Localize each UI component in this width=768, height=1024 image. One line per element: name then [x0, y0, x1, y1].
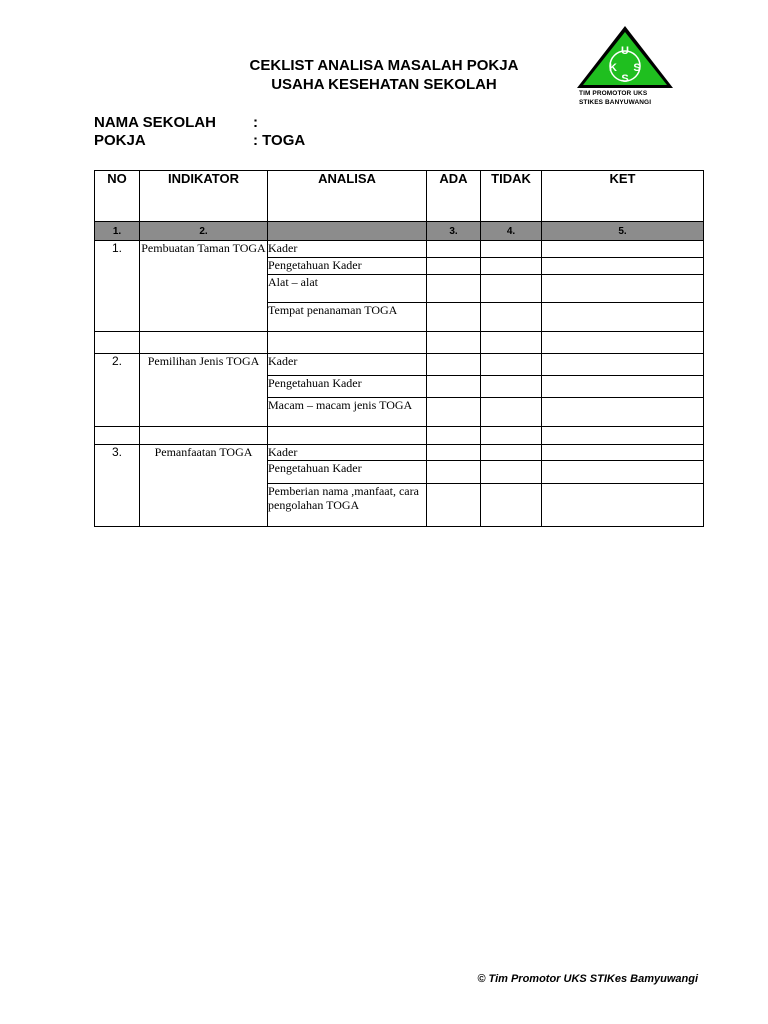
ada-cell[interactable]	[427, 354, 481, 376]
ada-cell[interactable]	[427, 275, 481, 303]
logo-letter-s: S	[633, 62, 641, 74]
header-analisa: ANALISA	[268, 171, 427, 222]
ada-cell[interactable]	[427, 241, 481, 258]
tidak-cell[interactable]	[481, 354, 542, 376]
header-ada: ADA	[427, 171, 481, 222]
colnum-5: 5.	[542, 222, 704, 241]
group-3-analisa-3: Pemberian nama ,manfaat, cara pengolahan TOGA	[268, 484, 427, 527]
ket-cell[interactable]	[542, 461, 704, 484]
ada-cell[interactable]	[427, 445, 481, 461]
group-1-no: 1.	[95, 241, 140, 332]
group-2-no: 2.	[95, 354, 140, 427]
table-row	[95, 354, 704, 376]
title-line-1: CEKLIST ANALISA MASALAH POKJA	[249, 57, 519, 74]
tidak-cell[interactable]	[481, 241, 542, 258]
header-no: NO	[95, 171, 140, 222]
tidak-cell[interactable]	[481, 303, 542, 332]
column-number-row	[95, 222, 704, 241]
header-indikator: INDIKATOR	[140, 171, 268, 222]
group-3-analisa-1: Kader	[268, 445, 427, 461]
ket-cell[interactable]	[542, 275, 704, 303]
group-1-analisa-3: Alat – alat	[268, 275, 427, 303]
group-1-analisa-4: Tempat penanaman TOGA	[268, 303, 427, 332]
ket-cell[interactable]	[542, 258, 704, 275]
ada-cell[interactable]	[427, 376, 481, 398]
ada-cell[interactable]	[427, 398, 481, 427]
ket-cell[interactable]	[542, 303, 704, 332]
logo-letter-s-bottom: S	[621, 73, 629, 85]
tidak-cell[interactable]	[481, 445, 542, 461]
logo-letter-k: K	[609, 62, 617, 74]
school-value: :	[253, 114, 258, 131]
group-3-indikator: Pemanfaatan TOGA	[140, 445, 268, 527]
spacer-row	[95, 332, 704, 354]
checklist-table	[94, 170, 704, 527]
colnum-blank	[268, 222, 427, 241]
ket-cell[interactable]	[542, 241, 704, 258]
ket-cell[interactable]	[542, 354, 704, 376]
ada-cell[interactable]	[427, 303, 481, 332]
group-3-analisa-2: Pengetahuan Kader	[268, 461, 427, 484]
group-2-indikator: Pemilihan Jenis TOGA	[140, 354, 268, 427]
tidak-cell[interactable]	[481, 376, 542, 398]
group-1-analisa-1: Kader	[268, 241, 427, 258]
group-1-analisa-2: Pengetahuan Kader	[268, 258, 427, 275]
colnum-2: 2.	[140, 222, 268, 241]
ket-cell[interactable]	[542, 445, 704, 461]
tidak-cell[interactable]	[481, 461, 542, 484]
table-row	[95, 241, 704, 258]
header-ket: KET	[542, 171, 704, 222]
logo-caption-1: TIM PROMOTOR UKS	[579, 90, 648, 97]
pokja-label: POKJA	[94, 132, 146, 149]
group-2-analisa-3: Macam – macam jenis TOGA	[268, 398, 427, 427]
tidak-cell[interactable]	[481, 484, 542, 527]
colnum-3: 3.	[427, 222, 481, 241]
colnum-1: 1.	[95, 222, 140, 241]
logo-letter-u: U	[621, 45, 629, 57]
pokja-value: : TOGA	[253, 132, 306, 149]
logo-caption-2: STIKES BANYUWANGI	[579, 99, 652, 106]
header-tidak: TIDAK	[481, 171, 542, 222]
ket-cell[interactable]	[542, 398, 704, 427]
group-1-indikator: Pembuatan Taman TOGA	[140, 241, 268, 332]
ada-cell[interactable]	[427, 461, 481, 484]
table-row	[95, 445, 704, 461]
document-title	[140, 56, 628, 94]
group-2-analisa-2: Pengetahuan Kader	[268, 376, 427, 398]
colnum-4: 4.	[481, 222, 542, 241]
ada-cell[interactable]	[427, 484, 481, 527]
group-3-no: 3.	[95, 445, 140, 527]
tidak-cell[interactable]	[481, 275, 542, 303]
title-line-2: USAHA KESEHATAN SEKOLAH	[271, 76, 497, 93]
spacer-row	[95, 427, 704, 445]
group-2-analisa-1: Kader	[268, 354, 427, 376]
school-label: NAMA SEKOLAH	[94, 114, 216, 131]
footer-credit: © Tim Promotor UKS STIKes Bamyuwangi	[477, 973, 698, 985]
ada-cell[interactable]	[427, 258, 481, 275]
tidak-cell[interactable]	[481, 258, 542, 275]
ket-cell[interactable]	[542, 376, 704, 398]
ket-cell[interactable]	[542, 484, 704, 527]
tidak-cell[interactable]	[481, 398, 542, 427]
table-header-row	[95, 171, 704, 222]
